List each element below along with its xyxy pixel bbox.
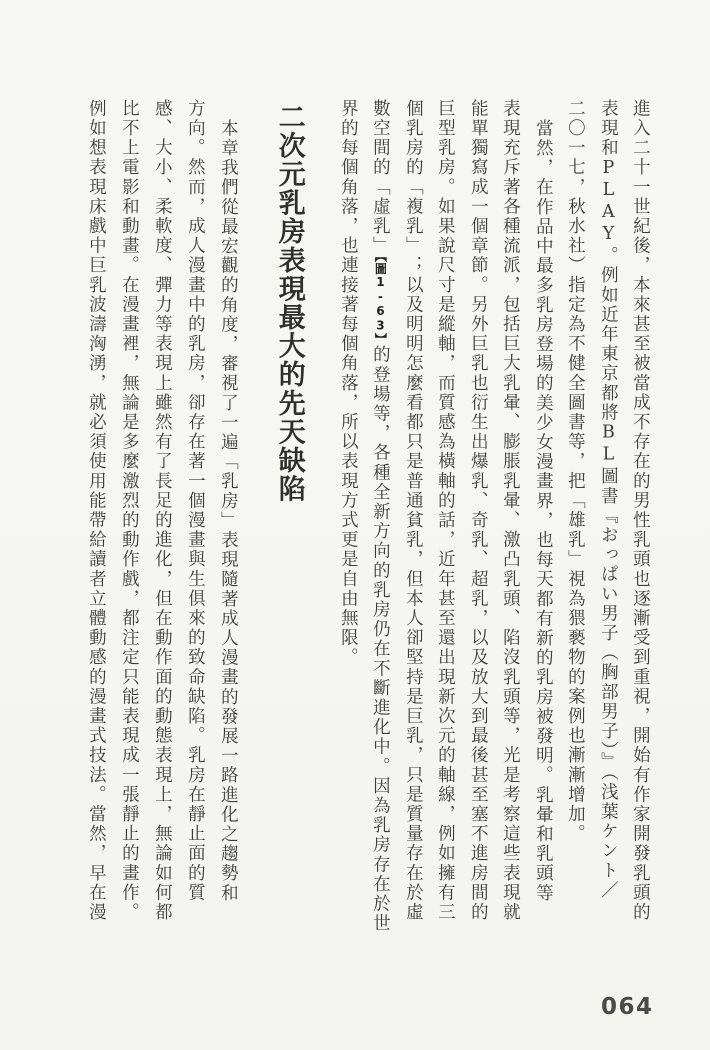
text-column-10: 界的每個角落，也連接著每個角落，所以表現方式更是自由無限。 bbox=[338, 99, 359, 668]
text-column-05: 表現充斥著各種流派，包括巨大乳暈、膨脹乳暈、激凸乳頭、陷沒乳頭等，光是考察這些表現就 bbox=[500, 99, 521, 923]
text-column-02: 表現和PLAY。例如近年東京都將BL圖書『おっぱい男子（胸部男子）』（浅葉ケント／ bbox=[598, 99, 619, 901]
figure-reference: 【圖1-63】 bbox=[373, 255, 388, 346]
text-column-09 bbox=[371, 99, 389, 933]
section-heading: 二次元乳房表現最大的先天缺陷 bbox=[273, 103, 305, 504]
text-column-01: 進入二十一世紀後，本來甚至被當成不存在的男性乳頭也逐漸受到重視，開始有作家開發乳頭的 bbox=[630, 99, 651, 923]
text-column-13: 感、大小、柔軟度、彈力等表現上雖然有了長足的進化，但在動作面的動態表現上，無論如何都 bbox=[152, 99, 173, 923]
text-column-11: 本章我們從最宏觀的角度，審視了一遍「乳房」表現隨著成人漫畫的發展一路進化之趨勢和 bbox=[218, 119, 239, 903]
page-number: 064 bbox=[601, 994, 654, 1020]
text-column-03: 二〇一七，秋水社）指定為不健全圖書等，把「雄乳」視為猥褻物的案例也漸漸增加。 bbox=[565, 99, 586, 844]
text-column-04: 當然，在作品中最多乳房登場的美少女漫畫界，也每天都有新的乳房被發明。乳暈和乳頭等 bbox=[533, 119, 554, 903]
text-column-06: 能單獨寫成一個章節。另外巨乳也衍生出爆乳、奇乳、超乳，以及放大到最後甚至塞不進房間的 bbox=[468, 99, 489, 923]
text-column-15: 例如想表現床戲中巨乳波濤洶湧，就必須使用能帶給讀者立體動感的漫畫式技法。當然，早在漫 bbox=[86, 99, 107, 923]
text-column-12: 方向。然而，成人漫畫中的乳房，卻存在著一個漫畫與生俱來的致命缺陷。乳房在靜止面的質 bbox=[185, 99, 206, 903]
text-run: 數空間的「虛乳」 bbox=[370, 99, 391, 256]
text-column-08: 個乳房的「複乳」；以及明明怎麼看都只是普通貧乳，但本人卻堅持是巨乳，只是質量存在於虛 bbox=[403, 99, 424, 923]
text-column-14: 比不上電影和動畫。在漫畫裡，無論是多麼激烈的動作戲，都注定只能表現成一張靜止的畫作。 bbox=[119, 99, 140, 923]
text-run: 的登場等，各種全新方向的乳房仍在不斷進化中。因為乳房存在於世 bbox=[370, 345, 391, 934]
text-column-07: 巨型乳房。如果說尺寸是縱軸，而質感為橫軸的話，近年甚至還出現新次元的軸線，例如擁有三 bbox=[435, 99, 456, 923]
